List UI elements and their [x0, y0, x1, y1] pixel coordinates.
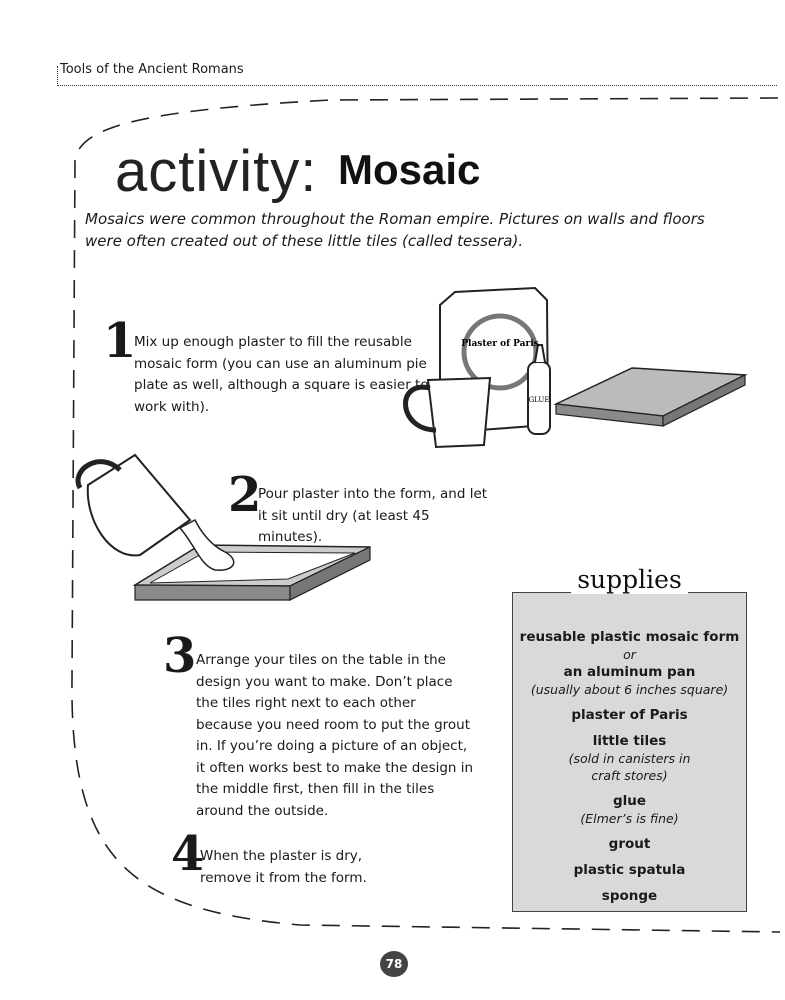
- supply-item: sponge: [601, 888, 658, 904]
- supply-item: grout: [608, 836, 651, 852]
- step-4-text: When the plaster is dry, remove it from the form.: [200, 848, 367, 886]
- supplies-title: supplies: [512, 565, 747, 594]
- glue-label: GLUE: [528, 396, 550, 404]
- header-marker: [57, 66, 58, 84]
- supply-item: an aluminum pan: [563, 664, 696, 680]
- supply-item: glue: [612, 793, 647, 809]
- supply-note: or: [623, 647, 636, 662]
- step-2-number: 2: [228, 467, 262, 523]
- plaster-supplies-illustration: [406, 288, 745, 447]
- supply-note: (Elmer’s is fine): [580, 811, 679, 826]
- plaster-bag-label: Plaster of Paris: [461, 339, 539, 349]
- step-4-number: 4: [171, 826, 205, 882]
- step-1-number: 1: [103, 313, 137, 369]
- supply-item: reusable plastic mosaic form: [519, 629, 740, 645]
- supply-note: (sold in canisters in craft stores): [568, 751, 691, 783]
- running-head: Tools of the Ancient Romans: [60, 62, 244, 77]
- supply-item: little tiles: [592, 733, 667, 749]
- title-name: Mosaic: [338, 146, 481, 193]
- supply-item: plastic spatula: [573, 862, 686, 878]
- step-1-text: Mix up enough plaster to fill the reusable mosaic form (you can use an aluminum pie plate as well, although a square is easier to work with).: [134, 334, 429, 415]
- step-2-text: Pour plaster into the form, and let it sit until dry (at least 45 minutes).: [258, 486, 488, 545]
- step-3-number: 3: [163, 628, 197, 684]
- supply-note: (usually about 6 inches square): [530, 682, 729, 697]
- supplies-list: [512, 628, 747, 905]
- header-rule: [57, 85, 777, 86]
- page-number: 78: [380, 951, 408, 977]
- title-prefix: activity:: [115, 139, 318, 204]
- step-3-text: Arrange your tiles on the table in the design you want to make. Don’t place the tiles right next to each other because you need room to put the grout in. If you’re doing a picture of an object, it often works best to make the design in the middle first, then fill in the tiles around the outside.: [196, 652, 474, 819]
- supply-item: plaster of Paris: [571, 707, 688, 723]
- intro-paragraph: Mosaics were common throughout the Roman empire. Pictures on walls and floors were often created out of these little tiles (called tessera).: [85, 210, 705, 250]
